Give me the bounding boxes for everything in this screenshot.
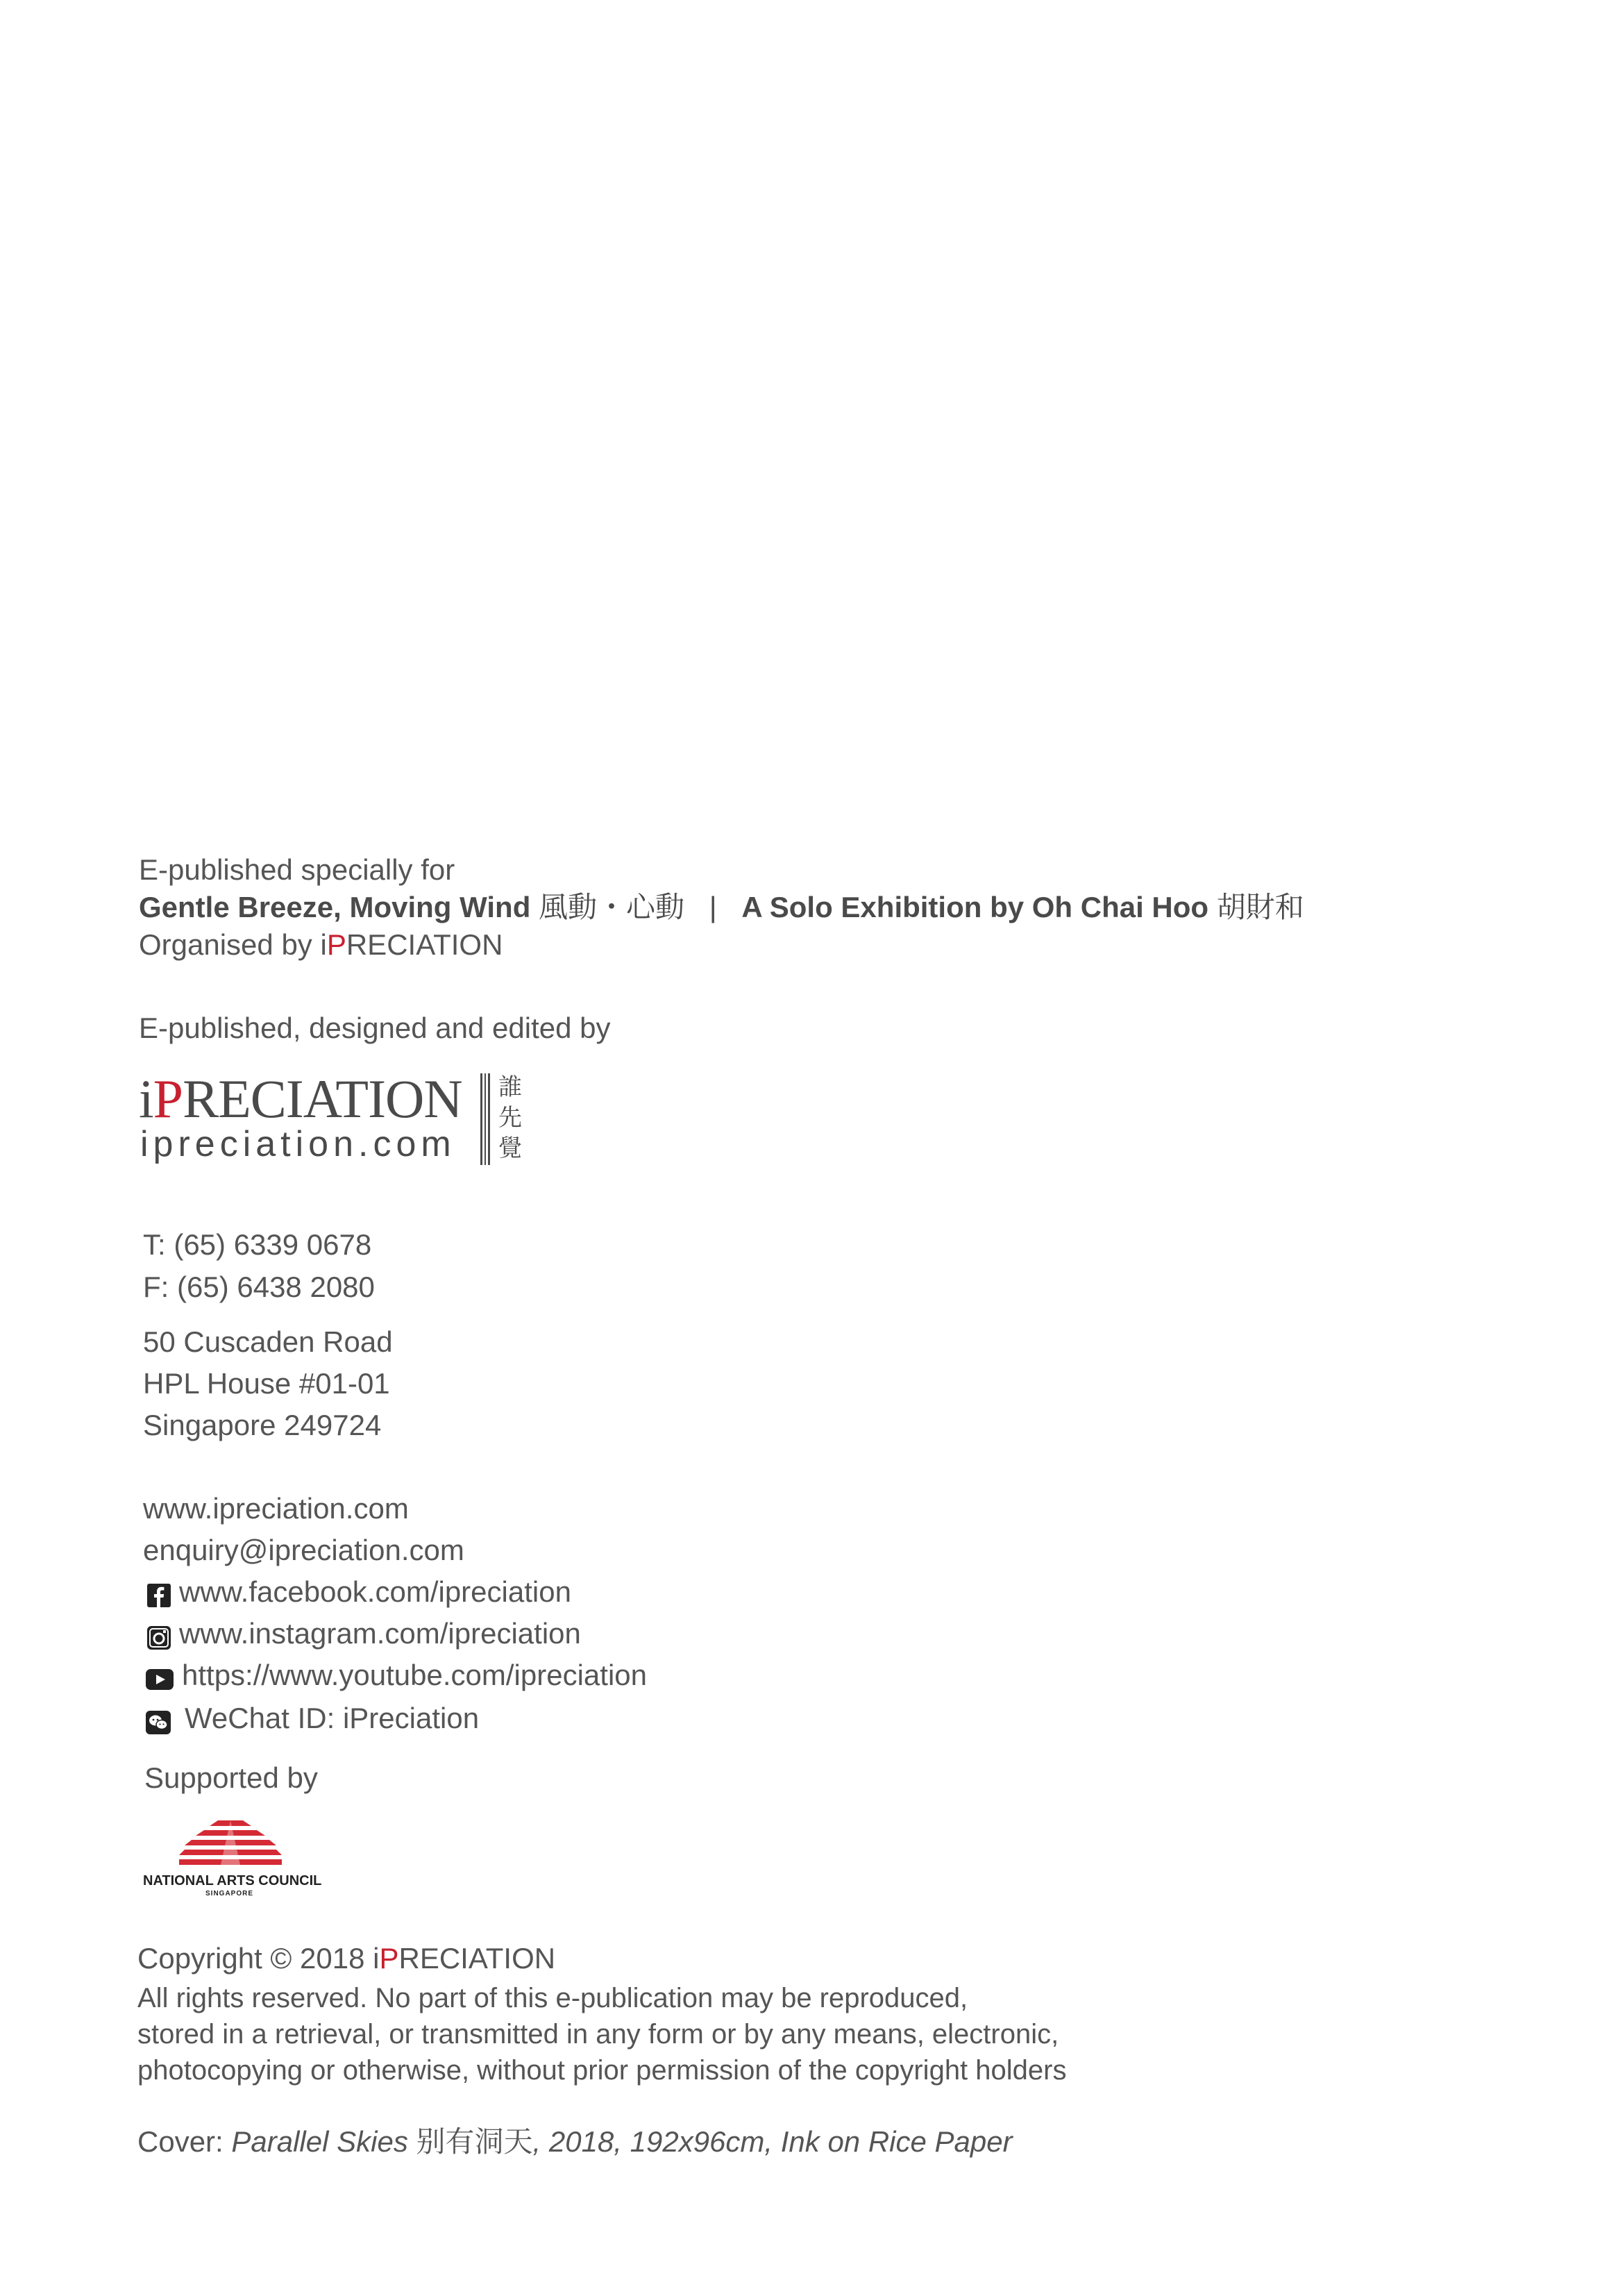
nac-country: SINGAPORE xyxy=(205,1890,254,1897)
logo-wordmark xyxy=(139,1069,462,1129)
facebook-icon xyxy=(147,1584,171,1607)
email-link[interactable]: enquiry@ipreciation.com xyxy=(143,1534,464,1566)
copyright-line xyxy=(137,1944,555,1973)
cover-label: Cover: xyxy=(137,2125,232,2158)
phone-number: T: (65) 6339 0678 xyxy=(143,1228,372,1261)
logo-i: i xyxy=(139,1069,153,1129)
address-line-3: Singapore 249724 xyxy=(143,1409,382,1441)
exhibition-title-line xyxy=(139,890,1304,924)
artist-cjk-name: 胡財和 xyxy=(1216,890,1304,924)
organiser-rest: RECIATION xyxy=(346,928,503,961)
logo-cjk-2: 先 xyxy=(498,1104,522,1132)
exhibition-title: Gentle Breeze, Moving Wind xyxy=(139,891,531,923)
cover-title-cjk: 别有洞天 xyxy=(416,2125,533,2159)
exhibition-title-cjk: 風動・心動 xyxy=(539,890,685,924)
supported-by-heading: Supported by xyxy=(144,1761,318,1794)
nac-name: NATIONAL ARTS COUNCIL xyxy=(143,1873,322,1888)
fax-number: F: (65) 6438 2080 xyxy=(143,1271,375,1303)
wechat-icon xyxy=(146,1711,171,1734)
exhibition-subtitle: A Solo Exhibition by Oh Chai Hoo xyxy=(741,891,1209,923)
publisher-heading: E-published, designed and edited by xyxy=(139,1012,611,1044)
instagram-link[interactable]: www.instagram.com/ipreciation xyxy=(179,1617,581,1650)
cover-details: , 2018, 192x96cm, Ink on Rice Paper xyxy=(532,2125,1013,2158)
youtube-link[interactable]: https://www.youtube.com/ipreciation xyxy=(182,1659,647,1691)
logo-cjk xyxy=(498,1072,526,1164)
website-link[interactable]: www.ipreciation.com xyxy=(143,1492,409,1525)
nac-emblem-icon xyxy=(179,1818,282,1869)
wechat-id: WeChat ID: iPreciation xyxy=(185,1702,480,1734)
organiser-p: P xyxy=(326,928,346,961)
logo-url: ipreciation.com xyxy=(140,1124,456,1164)
copyright-p: P xyxy=(379,1942,399,1975)
national-arts-council-logo xyxy=(139,1818,333,1901)
copyright-i: i xyxy=(373,1942,380,1975)
organiser-i: i xyxy=(320,928,327,961)
ipreciation-logo xyxy=(139,1069,528,1173)
address-line-1: 50 Cuscaden Road xyxy=(143,1325,393,1358)
intro-line: E-published specially for xyxy=(139,853,455,886)
address-line-2: HPL House #01-01 xyxy=(143,1367,390,1400)
logo-rest: RECIATION xyxy=(183,1069,462,1129)
logo-cjk-3: 覺 xyxy=(498,1134,522,1162)
copyright-rest: RECIATION xyxy=(398,1942,556,1975)
title-separator: | xyxy=(709,891,717,923)
organised-prefix: Organised by xyxy=(139,928,321,961)
youtube-icon xyxy=(146,1669,174,1690)
cover-caption xyxy=(137,2125,1013,2159)
rights-line-2: stored in a retrieval, or transmitted in any form or by any means, electronic, xyxy=(137,2019,1059,2050)
cover-title: Parallel Skies xyxy=(231,2125,408,2158)
instagram-icon xyxy=(147,1626,171,1650)
logo-divider xyxy=(480,1073,490,1165)
logo-cjk-1: 誰 xyxy=(498,1073,522,1101)
organised-by xyxy=(139,930,503,960)
copyright-prefix: Copyright © 2018 xyxy=(137,1942,373,1975)
logo-p: P xyxy=(153,1069,183,1129)
rights-line-1: All rights reserved. No part of this e-publication may be reproduced, xyxy=(137,1983,968,2013)
rights-line-3: photocopying or otherwise, without prior permission of the copyright holders xyxy=(137,2055,1067,2086)
facebook-link[interactable]: www.facebook.com/ipreciation xyxy=(179,1575,571,1608)
